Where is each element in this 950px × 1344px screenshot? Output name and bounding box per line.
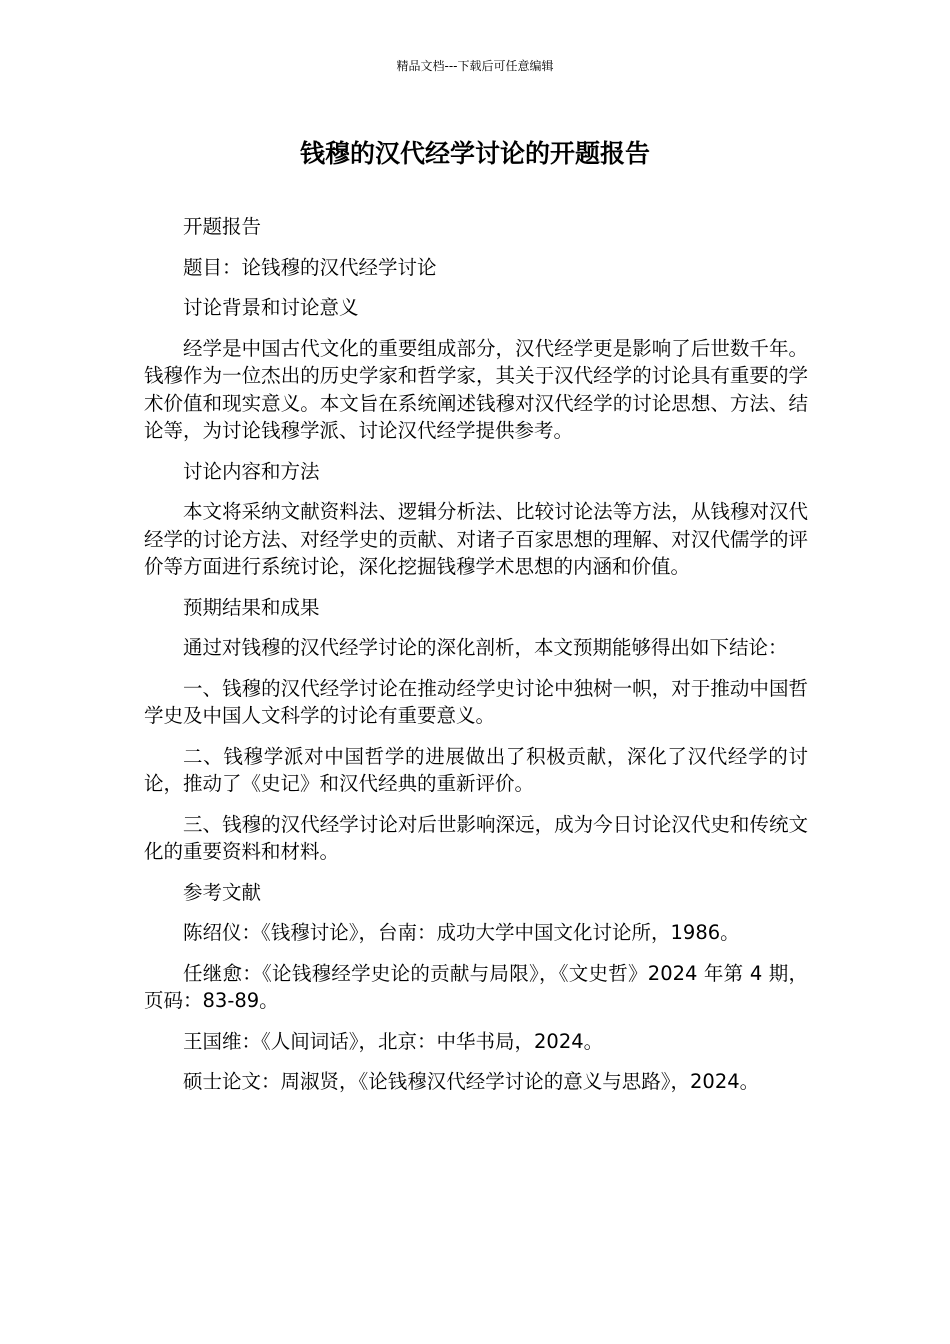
page-header-note: 精品文档---下载后可任意编辑 [396, 59, 554, 73]
reference-item-2: 任继愈：《论钱穆经学史论的贡献与局限》，《文史哲》2024 年第 4 期，页码：83-89。 [144, 961, 808, 1012]
conclusion-item-2: 二、钱穆学派对中国哲学的进展做出了积极贡献，深化了汉代经学的讨论，推动了《史记》和汉代经典的重新评价。 [144, 744, 808, 795]
conclusion-item-3: 三、钱穆的汉代经学讨论对后世影响深远，成为今日讨论汉代史和传统文化的重要资料和材料。 [144, 812, 808, 863]
section-heading-background: 讨论背景和讨论意义 [183, 296, 359, 319]
section-heading-references: 参考文献 [183, 880, 262, 904]
reference-item-4: 硕士论文：周淑贤，《论钱穆汉代经学讨论的意义与思路》，2024。 [183, 1070, 760, 1093]
topic-line: 题目：论钱穆的汉代经学讨论 [183, 255, 437, 279]
reference-item-3: 王国维：《人间词话》，北京：中华书局，2024。 [183, 1029, 604, 1053]
content-method-paragraph: 本文将采纳文献资料法、逻辑分析法、比较讨论法等方法，从钱穆对汉代经学的讨论方法、对经学史的贡献、对诸子百家思想的理解、对汉代儒学的评价等方面进行系统讨论，深化挖掘钱穆学术思想的内涵和价值。 [144, 500, 808, 578]
conclusion-item-1: 一、钱穆的汉代经学讨论在推动经学史讨论中独树一帜，对于推动中国哲学史及中国人文科学的讨论有重要意义。 [144, 676, 808, 727]
document-title: 钱穆的汉代经学讨论的开题报告 [299, 139, 650, 168]
section-label-report: 开题报告 [183, 215, 262, 238]
background-paragraph: 经学是中国古代文化的重要组成部分，汉代经学更是影响了后世数千年。钱穆作为一位杰出的历史学家和哲学家，其关于汉代经学的讨论具有重要的学术价值和现实意义。本文旨在系统阐述钱穆对汉代经学的讨论思想、方法、结论等，为讨论钱穆学派、讨论汉代经学提供参考。 [144, 336, 808, 442]
expected-results-intro: 通过对钱穆的汉代经学讨论的深化剖析，本文预期能够得出如下结论： [183, 636, 788, 659]
reference-item-1: 陈绍仪：《钱穆讨论》，台南：成功大学中国文化讨论所，1986。 [183, 921, 740, 944]
document-body [144, 213, 808, 1109]
section-heading-expected-results: 预期结果和成果 [183, 595, 320, 619]
section-heading-content-method: 讨论内容和方法 [183, 459, 320, 483]
